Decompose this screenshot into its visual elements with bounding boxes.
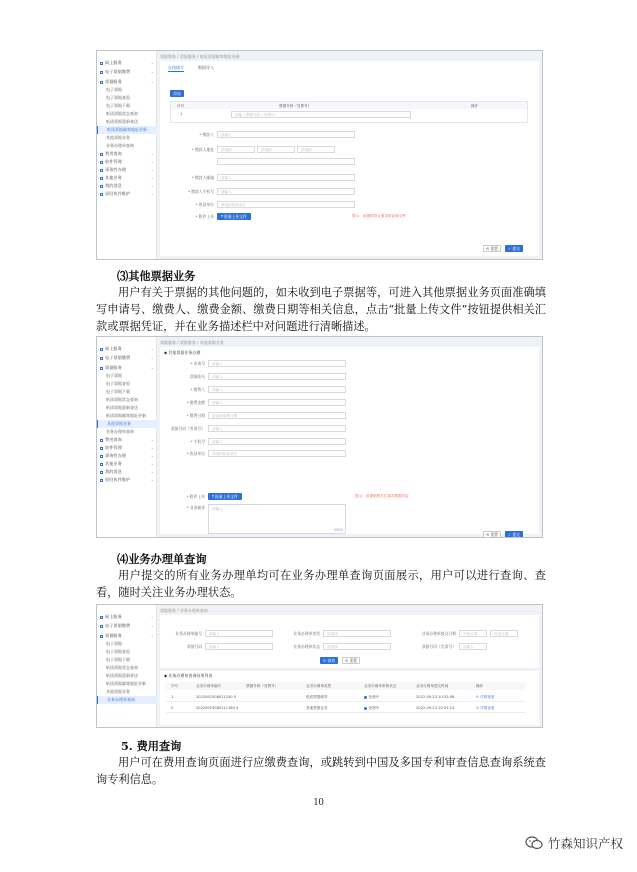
heading-order-query: ⑷业务办理单查询 [117, 552, 207, 566]
sidebar-item-label: 电子票据缴费 [105, 69, 131, 74]
section-title: ◆ 其他票据业务办理 [164, 350, 201, 355]
menu-icon [100, 635, 103, 638]
form-panel [160, 61, 539, 256]
menu-icon [100, 81, 103, 84]
field-input[interactable]: 请选择收款单位 [208, 450, 346, 457]
menu-icon [100, 455, 103, 458]
field-label: * 缴费日期 [186, 413, 205, 418]
sidebar-item[interactable] [97, 372, 157, 380]
sidebar-item-label: 电子票据 [106, 641, 122, 646]
sidebar-item-label: 电子票据查验 [106, 381, 130, 386]
filter-label: 业务办理单编号 [175, 631, 202, 636]
menu-icon [100, 479, 103, 482]
sidebar-item[interactable] [97, 648, 157, 656]
th-index: 序号 [177, 103, 185, 108]
row-index: 1 [180, 112, 183, 116]
th-ticket-number: 票据号码（发票号） [279, 103, 312, 108]
table-header: 业务办理单审核状态 [364, 684, 397, 688]
sidebar-item-label: 事务性办理 [105, 453, 126, 458]
sidebar-item-label: 电子票据下载 [106, 103, 130, 108]
sidebar-item-label: 电子票据缴费 [105, 355, 131, 360]
char-counter: 0/500 [333, 528, 343, 532]
table-cell: 其他票据业务 [306, 706, 328, 710]
chevron-down-icon: ⌄ [150, 346, 154, 351]
chevron-down-icon: ⌄ [150, 445, 154, 450]
sidebar-item-label: 电子票据缴费 [105, 623, 131, 628]
field-label: * 缴款人邮编 [191, 175, 214, 180]
screenshot-mail-address-update [96, 50, 543, 260]
sidebar-item[interactable] [97, 364, 157, 372]
status-dot-icon [364, 696, 367, 699]
field-label: * 缴款人手机号 [188, 189, 214, 194]
reset-button[interactable]: ⟲ 重置 [342, 657, 360, 664]
sidebar-item[interactable] [97, 656, 157, 664]
menu-icon [100, 471, 103, 474]
sidebar-item[interactable] [97, 404, 157, 412]
address-select[interactable]: 请选择 [297, 146, 335, 153]
upload-files-button[interactable]: ⤒ 批量上传文件 [217, 213, 251, 220]
form-panel [160, 347, 539, 537]
field-label: * 手机号 [190, 439, 205, 444]
chevron-down-icon: ⌄ [150, 60, 154, 65]
table-cell: 2022-09-23 10:32:08 [416, 695, 455, 699]
table-header: 操作 [476, 684, 484, 688]
sidebar-item-label: 其他票据业务 [106, 689, 130, 694]
sidebar-item[interactable] [97, 452, 157, 460]
filter-label: 业务办理单提交日期 [421, 631, 456, 636]
reset-button: ⟲ 重置 [483, 531, 501, 538]
sidebar-item[interactable] [97, 664, 157, 672]
sidebar-item-label: 业务办理单查询 [106, 429, 134, 434]
screenshot-other-ticket-business [96, 336, 543, 538]
filter-input[interactable]: 请输入 [459, 643, 487, 650]
filter-label: 票据号码（发票号） [421, 644, 456, 649]
screenshot-order-query [96, 604, 543, 728]
sidebar-item-label: 电子票据 [106, 87, 122, 92]
sidebar-item-label: 纸质票据邮寄地址更新 [106, 413, 146, 418]
main-area [157, 51, 542, 259]
table-row [166, 703, 526, 713]
sidebar-item-label: 其他业务 [105, 175, 122, 180]
field-label: * 缴费人 [190, 387, 205, 392]
sidebar-item-label: 电子票据下载 [106, 389, 130, 394]
sidebar-item[interactable] [97, 118, 157, 126]
chevron-down-icon: ⌄ [150, 437, 154, 442]
upload-files-button[interactable]: ⤒ 批量上传文件 [208, 493, 242, 500]
chevron-down-icon: ⌄ [150, 614, 154, 619]
main-area [157, 605, 542, 727]
menu-icon [100, 193, 103, 196]
filter-label: 票据号码 [186, 644, 202, 649]
table-cell: 2 [171, 706, 174, 710]
address-detail-input[interactable] [217, 158, 355, 165]
menu-icon [100, 161, 103, 164]
chevron-down-icon: ⌄ [150, 461, 154, 466]
sidebar-item[interactable] [97, 468, 157, 476]
field-label: * 申请号 [190, 361, 205, 366]
field-label: * 缴费金额 [186, 400, 205, 405]
wechat-icon [525, 836, 543, 853]
chevron-down-icon: ⌄ [150, 167, 154, 172]
sidebar-item[interactable] [97, 354, 157, 362]
sidebar-item-label: 纸质票据状态查询 [106, 397, 138, 402]
sidebar-item[interactable] [97, 182, 157, 190]
table-cell: 1 [171, 695, 174, 699]
table-cell: 20220923080111180 4 [196, 706, 239, 710]
chevron-down-icon: ⌄ [150, 633, 154, 638]
chevron-down-icon: ⌄ [150, 79, 154, 84]
chevron-down-icon: ⌄ [150, 159, 154, 164]
field-label: 票据抬头 [189, 374, 205, 379]
tab-online-fill[interactable]: 在线填写 [168, 65, 184, 70]
menu-icon [100, 463, 103, 466]
sidebar-item[interactable] [97, 672, 157, 680]
table-cell: 处理中 [364, 706, 379, 711]
sidebar-item[interactable] [97, 444, 157, 452]
menu-icon [100, 367, 103, 370]
view-detail-link[interactable]: ⊙ 详情查看 [476, 706, 495, 710]
sidebar-item[interactable] [97, 345, 157, 353]
sidebar-item[interactable] [97, 460, 157, 468]
field-label: * 业务描述 [186, 505, 205, 510]
result-panel [160, 671, 539, 725]
results-table [166, 682, 526, 722]
sidebar [97, 337, 157, 537]
chevron-down-icon: ⌄ [150, 151, 154, 156]
sidebar-item-label: 纸质票据状态查询 [106, 665, 138, 670]
sidebar-item-label: 其他业务 [105, 461, 122, 466]
field-label: * 缴款人 [199, 132, 214, 137]
sidebar-item-label: 票据服务 [105, 79, 122, 84]
chevron-down-icon: ⌄ [150, 453, 154, 458]
menu-icon [100, 616, 103, 619]
sidebar [97, 605, 157, 727]
menu-icon [100, 357, 103, 360]
breadcrumb: 票据服务 / 票据服务 / 纸质票据邮寄地址更新 [160, 54, 240, 59]
sidebar-item[interactable] [97, 632, 157, 640]
sidebar-item[interactable] [97, 420, 157, 428]
field-label: * 收款单位 [186, 451, 205, 456]
menu-icon [100, 447, 103, 450]
page-number: 10 [313, 797, 324, 808]
sidebar-item[interactable] [97, 640, 157, 648]
main-area [157, 337, 542, 537]
para-fee-query: 用户可在费用查询页面进行应缴费查询，或跳转到中国及多国专利审查信息查询系统查询专利信息。 [96, 756, 546, 786]
sidebar-item-label: 我的消息 [105, 469, 122, 474]
sidebar-item-label: 电子票据下载 [106, 657, 130, 662]
chevron-down-icon: ⌄ [150, 69, 154, 74]
field-input[interactable]: 请输入 [208, 399, 346, 406]
sidebar-item-label: 电子票据查验 [106, 649, 130, 654]
filter-input[interactable]: 开始日期 [459, 630, 487, 637]
field-input[interactable]: 请输入 [217, 131, 355, 138]
sidebar-item-label: 票据服务 [105, 633, 122, 638]
th-action: 操作 [471, 103, 479, 108]
sidebar-item-label: 其他票据业务 [106, 135, 130, 140]
field-label: * 附件上传 [195, 214, 214, 219]
sidebar-item[interactable] [97, 126, 157, 134]
heading-fee-query: 5. 费用查询 [121, 739, 182, 753]
reset-button: ⟲ 重置 [483, 245, 501, 252]
sidebar-item[interactable] [97, 396, 157, 404]
add-button[interactable]: 添加 [170, 90, 184, 97]
chevron-down-icon: ⌄ [150, 469, 154, 474]
sidebar-item[interactable] [97, 680, 157, 688]
sidebar-item[interactable] [97, 476, 157, 484]
table-cell: 纸质票据邮寄 [306, 695, 328, 699]
field-input[interactable]: 请选择缴费日期 [208, 412, 346, 419]
table-header: 业务办理单类型 [306, 684, 332, 688]
table-header: 序号 [171, 684, 179, 688]
field-input[interactable]: 请输入 [208, 373, 346, 380]
sidebar-item[interactable] [97, 380, 157, 388]
heading-other-ticket: ⑶其他票据业务 [117, 269, 196, 283]
sidebar-item-label: 费用查询 [105, 437, 122, 442]
sidebar-item[interactable] [97, 158, 157, 166]
sidebar-item-label: 纸质票据邮寄地址更新 [107, 127, 147, 132]
query-button[interactable]: ⊙ 查询 [320, 657, 338, 664]
field-input[interactable]: 请输入 [217, 188, 355, 195]
field-label: 票据号码（发票号） [170, 426, 205, 431]
sidebar-item-label: 我的消息 [105, 183, 122, 188]
sidebar-item-label: 其他票据业务 [107, 421, 131, 426]
sidebar-item[interactable] [97, 613, 157, 621]
sidebar-item-label: 纸质票据状态查询 [106, 111, 138, 116]
sidebar-item[interactable] [97, 94, 157, 102]
menu-icon [100, 625, 103, 628]
sidebar-item-label: 纸质票据重新寄送 [106, 119, 138, 124]
filter-panel [160, 615, 539, 668]
sidebar-item-label: 纸质票据重新寄送 [106, 405, 138, 410]
field-input[interactable]: 请输入 [208, 360, 346, 367]
address-select[interactable]: 请选择 [217, 146, 255, 153]
address-select[interactable]: 请选择 [257, 146, 295, 153]
chevron-down-icon: ⌄ [150, 191, 154, 196]
list-title: ◆ 业务办理单查询结果列表 [164, 673, 213, 678]
menu-icon [100, 348, 103, 351]
filter-input[interactable]: 请输入 [205, 630, 273, 637]
watermark: 竹森知识产权 [525, 834, 623, 853]
submit-button[interactable]: ✓ 提交 [505, 245, 523, 252]
menu-icon [100, 169, 103, 172]
field-input[interactable]: 请输入 [208, 438, 346, 445]
filter-input[interactable]: 请选择 [323, 643, 391, 650]
field-input[interactable]: 请输入 [208, 425, 346, 432]
sidebar-item[interactable] [97, 428, 157, 436]
field-input[interactable]: 请输入 [208, 386, 346, 393]
sidebar [97, 51, 157, 259]
sidebar-item[interactable] [97, 134, 157, 142]
sidebar-item-label: 纸质票据重新寄送 [106, 673, 138, 678]
sidebar-item-label: 事务性办理 [105, 167, 126, 172]
sidebar-item-label: 纸质票据邮寄地址更新 [106, 681, 146, 686]
breadcrumb: 票据服务 / 票据服务 / 其他票据业务 [160, 340, 224, 345]
chevron-down-icon: ⌄ [150, 175, 154, 180]
table-header: 业务办理单提交时间 [416, 684, 449, 688]
sidebar-item-label: 票据服务 [105, 365, 122, 370]
sidebar-item[interactable] [97, 688, 157, 696]
sidebar-item-label: 网上服务 [105, 346, 122, 351]
sidebar-item-label: 业务办理单查询 [106, 143, 134, 148]
end-date-input[interactable]: 结束日期 [490, 630, 518, 637]
table-row [166, 692, 526, 702]
description-textarea[interactable]: 请输入 0/500 [208, 504, 346, 534]
ticket-table [170, 101, 528, 123]
field-label: * 收款单位 [195, 202, 214, 207]
sidebar-item-label: 业务办理单查询 [107, 697, 135, 702]
upload-hint: 提示：请提供符合要求的证明文件 [352, 214, 406, 218]
menu-icon [100, 62, 103, 65]
chevron-down-icon: ⌄ [150, 365, 154, 370]
table-header: 业务办理单编号 [196, 684, 222, 688]
sidebar-item[interactable] [97, 59, 157, 67]
sidebar-item-label: 收件管理 [105, 159, 122, 164]
sidebar-item[interactable] [97, 142, 157, 150]
table-header: 票据号码（发票号） [246, 684, 279, 688]
chevron-down-icon: ⌄ [150, 477, 154, 482]
sidebar-item[interactable] [97, 150, 157, 158]
menu-icon [100, 177, 103, 180]
ticket-number-input[interactable]: 请输入票据号码（发票号） [231, 111, 411, 118]
sidebar-item-label: 网上服务 [105, 614, 122, 619]
sidebar-item[interactable] [97, 622, 157, 630]
table-cell: 处理中 [364, 695, 379, 700]
sidebar-item[interactable] [97, 436, 157, 444]
sidebar-item-label: 网上服务 [105, 60, 122, 65]
sidebar-item[interactable] [97, 388, 157, 396]
breadcrumb: 票据服务 / 业务办理单查询 [160, 608, 208, 613]
sidebar-item-label: 原回执件维护 [105, 477, 131, 482]
menu-icon [100, 185, 103, 188]
menu-icon [100, 439, 103, 442]
sidebar-item[interactable] [97, 166, 157, 174]
sidebar-item-label: 原回执件维护 [105, 191, 131, 196]
para-order-query: 用户提交的所有业务办理单均可在业务办理单查询页面展示，用户可以进行查询、查看，随时关注业务办理状态。 [96, 569, 546, 599]
table-cell: 2022-09-23 10:31:14 [416, 706, 455, 710]
upload-hint: 提示：请提供相关汇款或票据凭证 [355, 494, 409, 498]
field-input[interactable]: 请选择收款单位 [217, 201, 355, 208]
sidebar-item[interactable] [97, 68, 157, 76]
chevron-down-icon: ⌄ [150, 355, 154, 360]
sidebar-item[interactable] [97, 174, 157, 182]
sidebar-item[interactable] [97, 110, 157, 118]
sidebar-item[interactable] [97, 86, 157, 94]
field-input[interactable]: 请输入 [217, 174, 355, 181]
tab-data-import[interactable]: 数据导入 [198, 65, 214, 70]
menu-icon [100, 71, 103, 74]
chevron-down-icon: ⌄ [150, 623, 154, 628]
view-detail-link[interactable]: ⊙ 详情查看 [476, 695, 495, 699]
sidebar-item[interactable] [97, 190, 157, 198]
sidebar-item-label: 电子票据 [106, 373, 122, 378]
filter-label: 业务办理单类型 [293, 631, 320, 636]
table-cell: 2022092308011150 5 [196, 695, 237, 699]
sidebar-item[interactable] [97, 412, 157, 420]
sidebar-item-label: 电子票据查验 [106, 95, 130, 100]
filter-input[interactable]: 请选择 [323, 630, 391, 637]
menu-icon [100, 153, 103, 156]
field-label: * 附件上传 [186, 494, 205, 499]
field-label: * 缴款人地址 [191, 147, 214, 152]
sidebar-item[interactable] [97, 102, 157, 110]
filter-input[interactable]: 请输入 [205, 643, 273, 650]
sidebar-item[interactable] [97, 696, 157, 704]
filter-label: 业务办理单状态 [293, 644, 320, 649]
sidebar-item-label: 费用查询 [105, 151, 122, 156]
sidebar-item-label: 收件管理 [105, 445, 122, 450]
chevron-down-icon: ⌄ [150, 183, 154, 188]
submit-button[interactable]: ✓ 提交 [505, 531, 523, 538]
status-dot-icon [364, 707, 367, 710]
para-other-ticket: 用户有关于票据的其他问题的，如未收到电子票据等，可进入其他票据业务页面准确填写申请号、缴费人、缴费金额、缴费日期等相关信息，点击“批量上传文件”按钮提供相关汇款或票据凭证，并在业务描述栏中对问题进行清晰描述。 [96, 286, 546, 333]
sidebar-item[interactable] [97, 78, 157, 86]
